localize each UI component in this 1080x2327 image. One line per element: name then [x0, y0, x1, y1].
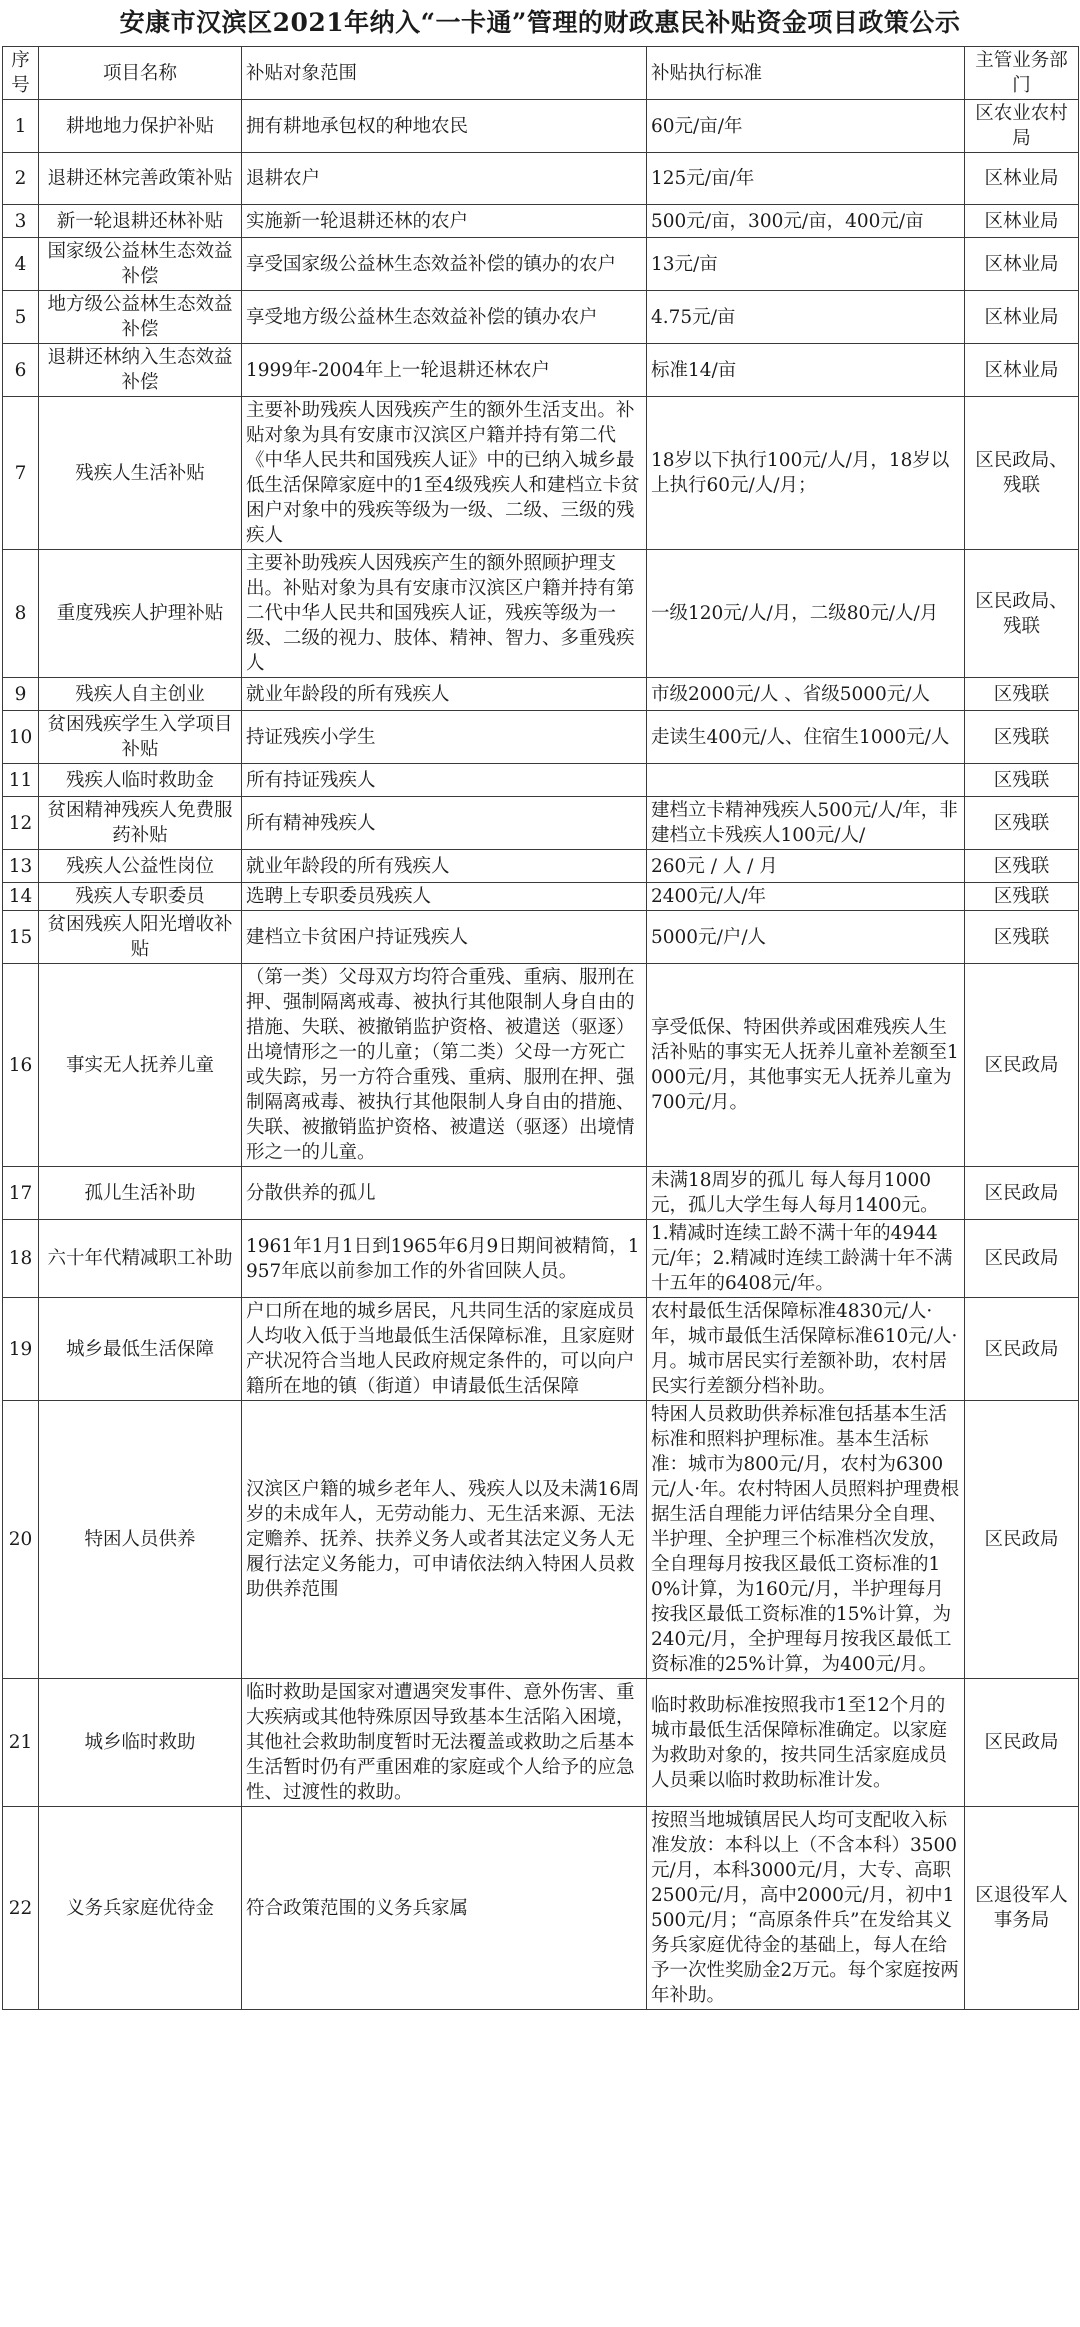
cell-scope: 就业年龄段的所有残疾人	[242, 850, 647, 883]
cell-department: 区民政局	[965, 1167, 1079, 1220]
cell-department: 区民政局	[965, 1679, 1079, 1807]
cell-project-name: 退耕还林完善政策补贴	[39, 153, 242, 205]
cell-department: 区残联	[965, 797, 1079, 850]
cell-project-name: 残疾人公益性岗位	[39, 850, 242, 883]
cell-department: 区林业局	[965, 205, 1079, 238]
table-row	[3, 1679, 1079, 1807]
table-row	[3, 238, 1079, 291]
cell-no: 14	[3, 883, 39, 911]
cell-department: 区残联	[965, 764, 1079, 797]
cell-standard: 1.精减时连续工龄不满十年的4944元/年；2.精减时连续工龄满十年不满十五年的6408元/年。	[647, 1220, 965, 1298]
cell-project-name: 贫困精神残疾人免费服药补贴	[39, 797, 242, 850]
cell-project-name: 国家级公益林生态效益补偿	[39, 238, 242, 291]
cell-project-name: 残疾人临时救助金	[39, 764, 242, 797]
cell-scope: 实施新一轮退耕还林的农户	[242, 205, 647, 238]
header-standard: 补贴执行标准	[647, 47, 965, 100]
cell-scope: 临时救助是国家对遭遇突发事件、意外伤害、重大疾病或其他特殊原因导致基本生活陷入困境，其他社会救助制度暂时无法覆盖或救助之后基本生活暂时仍有严重困难的家庭或个人给予的应急性、过渡性的救助。	[242, 1679, 647, 1807]
cell-department: 区林业局	[965, 291, 1079, 344]
page-title: 安康市汉滨区2021年纳入“一卡通”管理的财政惠民补贴资金项目政策公示	[119, 8, 961, 37]
cell-no: 16	[3, 964, 39, 1167]
table-row	[3, 1807, 1079, 2010]
cell-no: 12	[3, 797, 39, 850]
cell-standard: 按照当地城镇居民人均可支配收入标准发放：本科以上（不含本科）3500元/月，本科3000元/月，大专、高职2500元/月，高中2000元/月，初中1500元/月；“高原条件兵”在发给其义务兵家庭优待金的基础上，每人在给予一次性奖励金2万元。每个家庭按两年补助。	[647, 1807, 965, 2010]
cell-no: 13	[3, 850, 39, 883]
table-row	[3, 1401, 1079, 1679]
cell-scope: 享受国家级公益林生态效益补偿的镇办的农户	[242, 238, 647, 291]
table-row	[3, 153, 1079, 205]
cell-no: 1	[3, 100, 39, 153]
table-row	[3, 764, 1079, 797]
cell-project-name: 城乡最低生活保障	[39, 1298, 242, 1401]
cell-standard: 建档立卡精神残疾人500元/人/年，非建档立卡残疾人100元/人/	[647, 797, 965, 850]
cell-scope: 符合政策范围的义务兵家属	[242, 1807, 647, 2010]
cell-standard: 260元 / 人 / 月	[647, 850, 965, 883]
cell-no: 15	[3, 911, 39, 964]
cell-scope: 户口所在地的城乡居民，凡共同生活的家庭成员人均收入低于当地最低生活保障标准，且家庭财产状况符合当地人民政府规定条件的，可以向户籍所在地的镇（街道）申请最低生活保障	[242, 1298, 647, 1401]
cell-standard: 特困人员救助供养标准包括基本生活标准和照料护理标准。基本生活标准：城市为800元/月，农村为6300元/人·年。农村特困人员照料护理费根据生活自理能力评估结果分全自理、半护理、全护理三个标准档次发放，全自理每月按我区最低工资标准的10%计算，为160元/月，半护理每月按我区最低工资标准的15%计算，为240元/月，全护理每月按我区最低工资标准的25%计算，为400元/月。	[647, 1401, 965, 1679]
cell-scope: 主要补助残疾人因残疾产生的额外生活支出。补贴对象为具有安康市汉滨区户籍并持有第二代《中华人民共和国残疾人证》中的已纳入城乡最低生活保障家庭中的1至4级残疾人和建档立卡贫困户对象中的残疾等级为一级、二级、三级的残疾人	[242, 397, 647, 550]
cell-no: 18	[3, 1220, 39, 1298]
header-scope: 补贴对象范围	[242, 47, 647, 100]
cell-scope: 1999年-2004年上一轮退耕还林农户	[242, 344, 647, 397]
table-header-row	[3, 47, 1079, 100]
cell-department: 区残联	[965, 850, 1079, 883]
cell-project-name: 耕地地力保护补贴	[39, 100, 242, 153]
cell-department: 区林业局	[965, 344, 1079, 397]
table-row	[3, 883, 1079, 911]
cell-standard: 18岁以下执行100元/人/月，18岁以上执行60元/人/月；	[647, 397, 965, 550]
cell-no: 19	[3, 1298, 39, 1401]
cell-no: 2	[3, 153, 39, 205]
cell-department: 区残联	[965, 911, 1079, 964]
table-row	[3, 205, 1079, 238]
cell-department: 区民政局	[965, 1220, 1079, 1298]
cell-scope: 1961年1月1日到1965年6月9日期间被精简，1957年底以前参加工作的外省回陕人员。	[242, 1220, 647, 1298]
cell-project-name: 贫困残疾人阳光增收补贴	[39, 911, 242, 964]
cell-no: 10	[3, 711, 39, 764]
cell-project-name: 重度残疾人护理补贴	[39, 550, 242, 678]
cell-project-name: 新一轮退耕还林补贴	[39, 205, 242, 238]
header-project-name: 项目名称	[39, 47, 242, 100]
cell-project-name: 六十年代精减职工补助	[39, 1220, 242, 1298]
header-no: 序号	[3, 47, 39, 100]
cell-project-name: 残疾人自主创业	[39, 678, 242, 711]
cell-project-name: 地方级公益林生态效益补偿	[39, 291, 242, 344]
cell-project-name: 孤儿生活补助	[39, 1167, 242, 1220]
cell-no: 5	[3, 291, 39, 344]
cell-scope: 主要补助残疾人因残疾产生的额外照顾护理支出。补贴对象为具有安康市汉滨区户籍并持有第二代中华人民共和国残疾人证，残疾等级为一级、二级的视力、肢体、精神、智力、多重残疾人	[242, 550, 647, 678]
cell-department: 区农业农村局	[965, 100, 1079, 153]
cell-department: 区民政局、残联	[965, 397, 1079, 550]
cell-no: 17	[3, 1167, 39, 1220]
header-department: 主管业务部门	[965, 47, 1079, 100]
cell-no: 20	[3, 1401, 39, 1679]
cell-scope: 汉滨区户籍的城乡老年人、残疾人以及未满16周岁的未成年人，无劳动能力、无生活来源、无法定赡养、抚养、扶养义务人或者其法定义务人无履行法定义务能力，可申请依法纳入特困人员救助供养范围	[242, 1401, 647, 1679]
table-row	[3, 1220, 1079, 1298]
cell-scope: 选聘上专职委员残疾人	[242, 883, 647, 911]
cell-scope: 就业年龄段的所有残疾人	[242, 678, 647, 711]
table-row	[3, 850, 1079, 883]
table-row	[3, 678, 1079, 711]
table-row	[3, 291, 1079, 344]
table-row	[3, 344, 1079, 397]
cell-standard: 市级2000元/人 、省级5000元/人	[647, 678, 965, 711]
table-row	[3, 1167, 1079, 1220]
cell-standard: 标准14/亩	[647, 344, 965, 397]
cell-scope: 享受地方级公益林生态效益补偿的镇办农户	[242, 291, 647, 344]
cell-department: 区林业局	[965, 153, 1079, 205]
cell-standard: 享受低保、特困供养或困难残疾人生活补贴的事实无人抚养儿童补差额至1000元/月，其他事实无人抚养儿童为700元/月。	[647, 964, 965, 1167]
cell-scope: 拥有耕地承包权的种地农民	[242, 100, 647, 153]
cell-no: 6	[3, 344, 39, 397]
cell-standard: 农村最低生活保障标准4830元/人·年，城市最低生活保障标准610元/人·月。城市居民实行差额补助，农村居民实行差额分档补助。	[647, 1298, 965, 1401]
cell-department: 区残联	[965, 883, 1079, 911]
cell-department: 区退役军人事务局	[965, 1807, 1079, 2010]
cell-standard: 2400元/人/年	[647, 883, 965, 911]
cell-standard: 4.75元/亩	[647, 291, 965, 344]
cell-standard: 走读生400元/人、住宿生1000元/人	[647, 711, 965, 764]
cell-project-name: 特困人员供养	[39, 1401, 242, 1679]
cell-standard: 未满18周岁的孤儿 每人每月1000元，孤儿大学生每人每月1400元。	[647, 1167, 965, 1220]
cell-no: 7	[3, 397, 39, 550]
cell-standard: 125元/亩/年	[647, 153, 965, 205]
cell-no: 11	[3, 764, 39, 797]
cell-no: 22	[3, 1807, 39, 2010]
cell-project-name: 退耕还林纳入生态效益补偿	[39, 344, 242, 397]
cell-department: 区残联	[965, 678, 1079, 711]
cell-scope: 分散供养的孤儿	[242, 1167, 647, 1220]
cell-project-name: 义务兵家庭优待金	[39, 1807, 242, 2010]
cell-no: 4	[3, 238, 39, 291]
table-row	[3, 797, 1079, 850]
cell-standard: 13元/亩	[647, 238, 965, 291]
cell-scope: 所有精神残疾人	[242, 797, 647, 850]
table-row	[3, 550, 1079, 678]
cell-project-name: 贫困残疾学生入学项目补贴	[39, 711, 242, 764]
cell-department: 区民政局	[965, 964, 1079, 1167]
cell-no: 8	[3, 550, 39, 678]
table-row	[3, 397, 1079, 550]
cell-standard: 500元/亩，300元/亩，400元/亩	[647, 205, 965, 238]
cell-department: 区林业局	[965, 238, 1079, 291]
table-row	[3, 964, 1079, 1167]
subsidy-table	[2, 46, 1079, 2010]
cell-project-name: 残疾人生活补贴	[39, 397, 242, 550]
cell-scope: 建档立卡贫困户持证残疾人	[242, 911, 647, 964]
cell-scope: （第一类）父母双方均符合重残、重病、服刑在押、强制隔离戒毒、被执行其他限制人身自由的措施、失联、被撤销监护资格、被遣送（驱逐）出境情形之一的儿童；（第二类）父母一方死亡或失踪，另一方符合重残、重病、服刑在押、强制隔离戒毒、被执行其他限制人身自由的措施、失联、被撤销监护资格、被遣送（驱逐）出境情形之一的儿童。	[242, 964, 647, 1167]
cell-department: 区民政局	[965, 1401, 1079, 1679]
cell-department: 区民政局	[965, 1298, 1079, 1401]
cell-no: 9	[3, 678, 39, 711]
cell-department: 区残联	[965, 711, 1079, 764]
table-row	[3, 1298, 1079, 1401]
cell-project-name: 残疾人专职委员	[39, 883, 242, 911]
cell-scope: 所有持证残疾人	[242, 764, 647, 797]
cell-standard: 5000元/户/人	[647, 911, 965, 964]
cell-project-name: 事实无人抚养儿童	[39, 964, 242, 1167]
cell-standard	[647, 764, 965, 797]
cell-no: 3	[3, 205, 39, 238]
cell-department: 区民政局、残联	[965, 550, 1079, 678]
cell-scope: 持证残疾小学生	[242, 711, 647, 764]
cell-scope: 退耕农户	[242, 153, 647, 205]
cell-standard: 60元/亩/年	[647, 100, 965, 153]
cell-project-name: 城乡临时救助	[39, 1679, 242, 1807]
table-row	[3, 100, 1079, 153]
cell-no: 21	[3, 1679, 39, 1807]
cell-standard: 临时救助标准按照我市1至12个月的城市最低生活保障标准确定。以家庭为救助对象的，按共同生活家庭成员人员乘以临时救助标准计发。	[647, 1679, 965, 1807]
table-body	[3, 100, 1079, 2010]
table-row	[3, 711, 1079, 764]
table-row	[3, 911, 1079, 964]
cell-standard: 一级120元/人/月，二级80元/人/月	[647, 550, 965, 678]
